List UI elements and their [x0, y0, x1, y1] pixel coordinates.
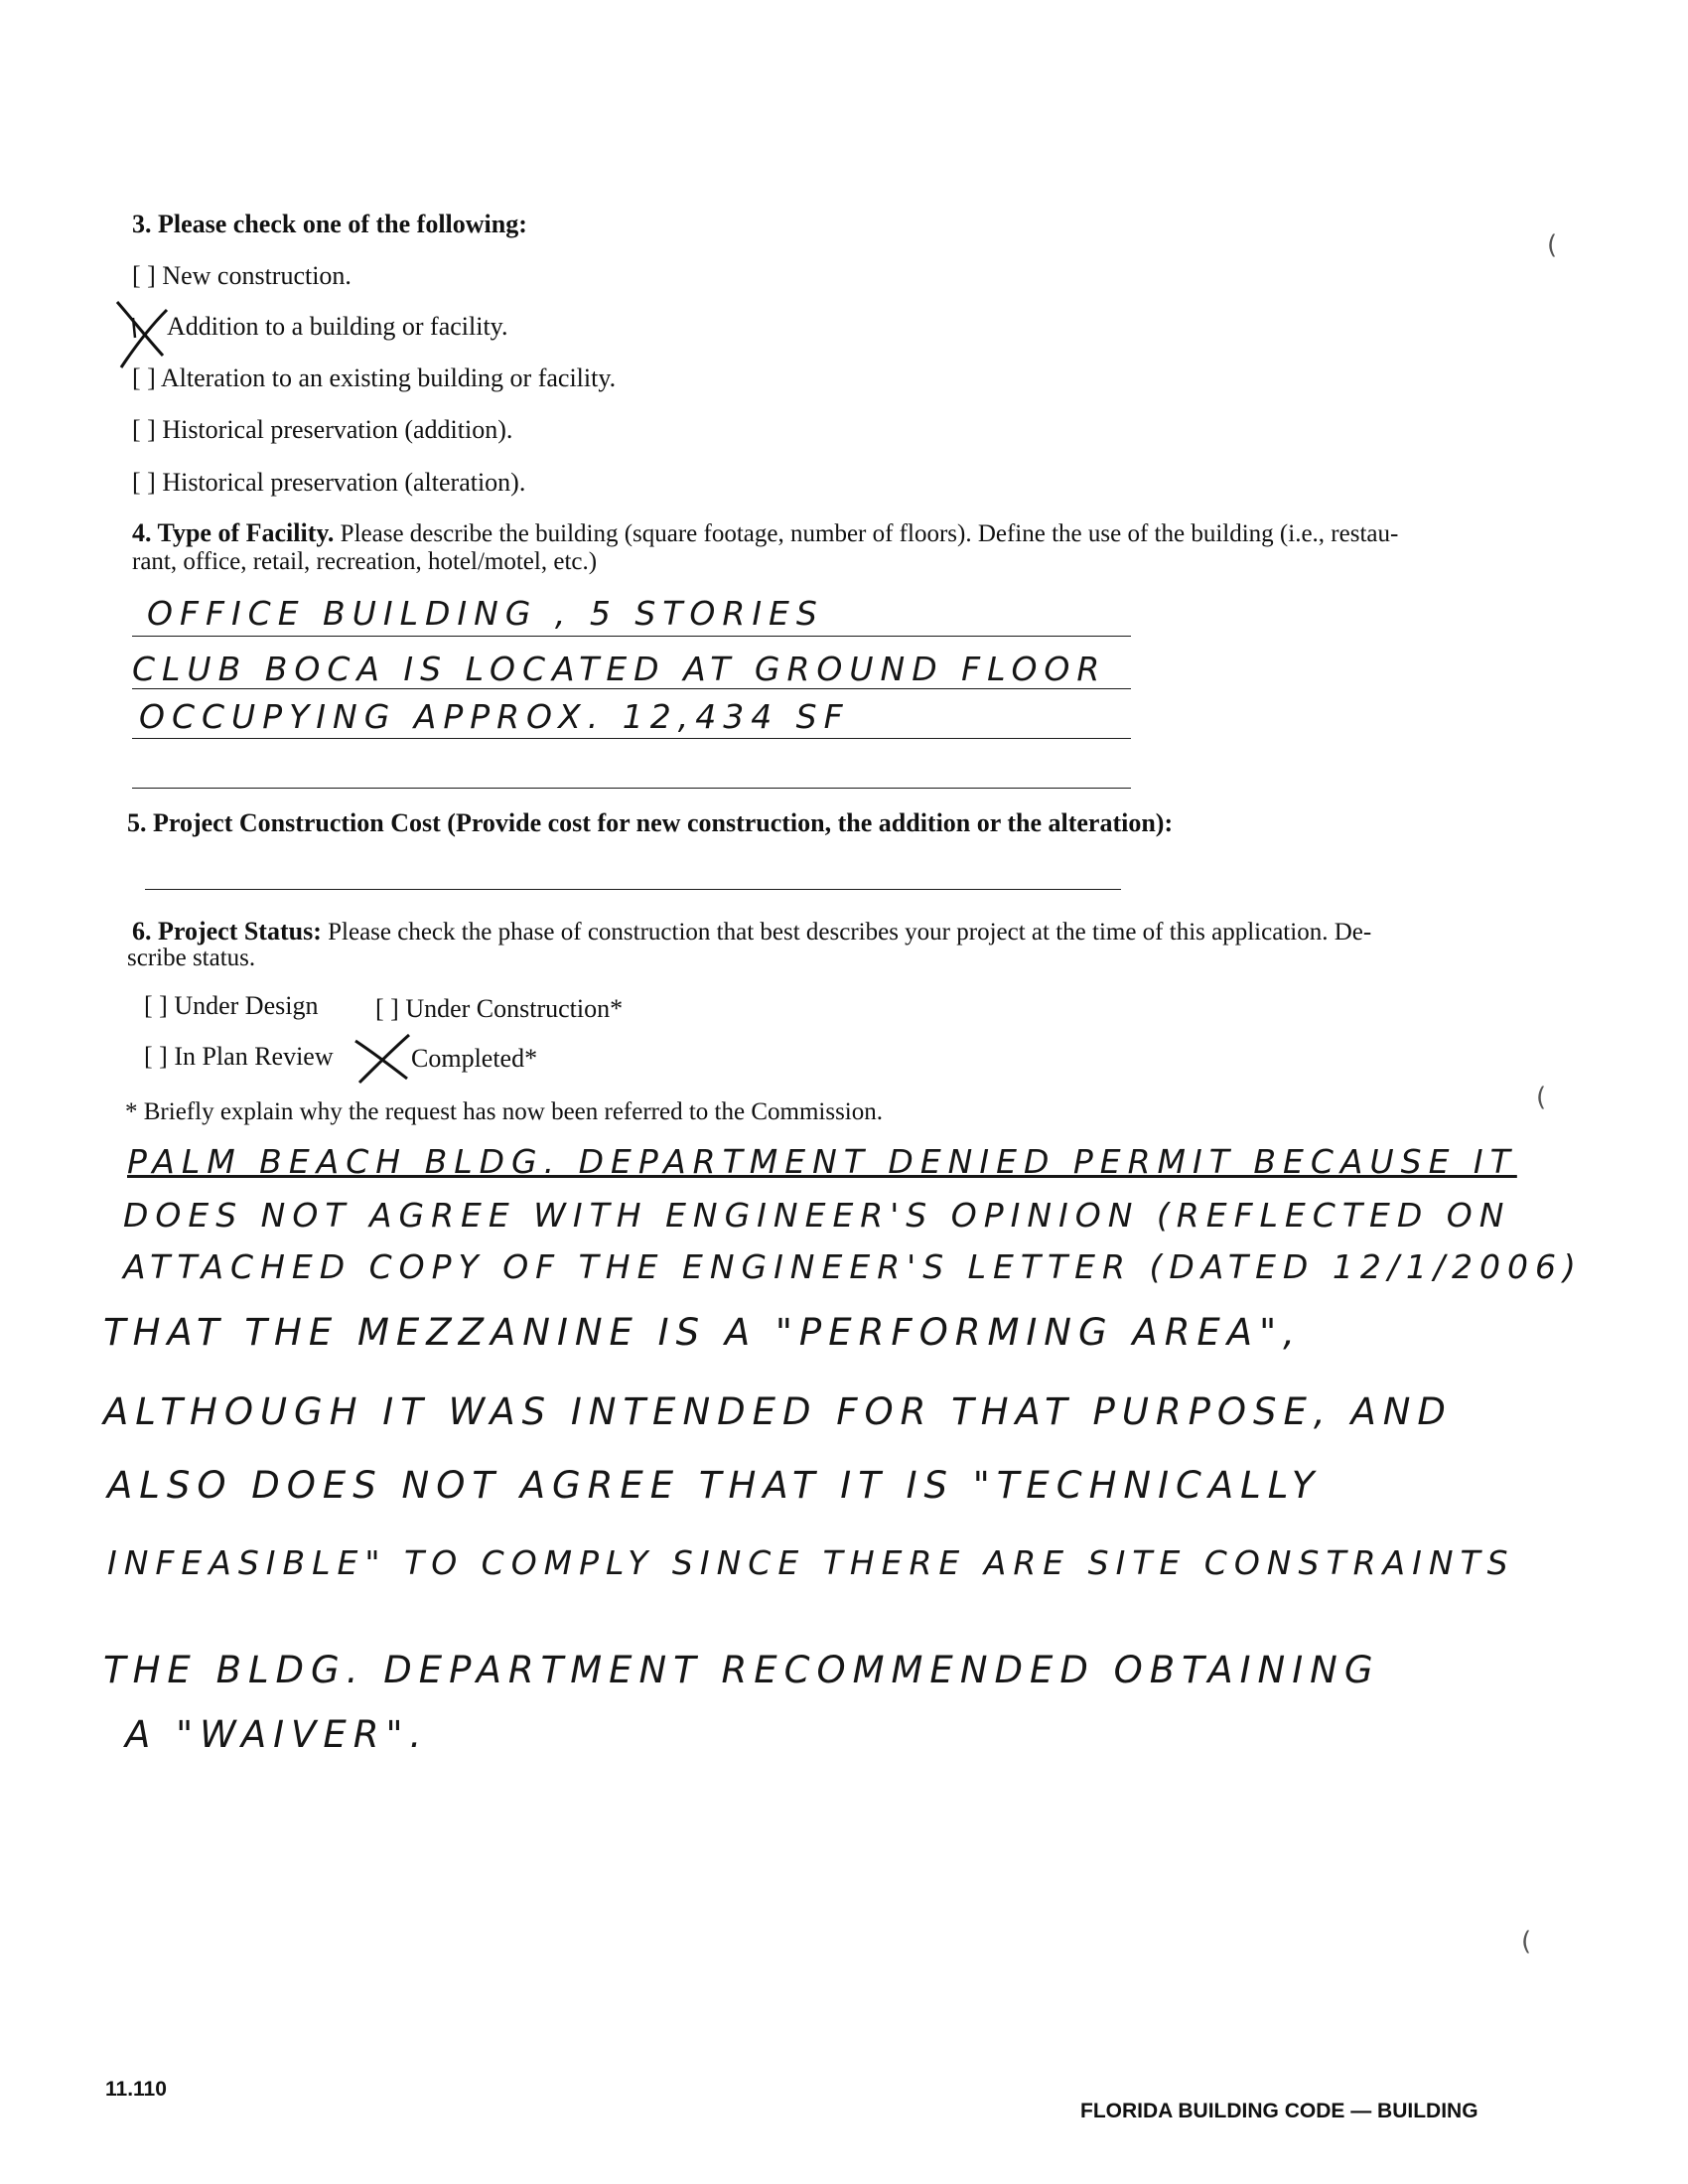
q3-option-addition[interactable]: Addition to a building or facility. — [167, 312, 508, 341]
explanation-line9[interactable]: A "WAIVER". — [125, 1713, 429, 1756]
q4-answer-underline-4 — [132, 788, 1131, 789]
q4-answer-line2[interactable]: CLUB BOCA IS LOCATED AT GROUND FLOOR — [132, 650, 1107, 688]
q6-note: * Briefly explain why the request has now been referred to the Commission. — [125, 1098, 884, 1125]
q6-text-line2: scribe status. — [127, 945, 256, 971]
explanation-line1[interactable]: PALM BEACH BLDG. DEPARTMENT DENIED PERMIT BECAUSE IT — [127, 1142, 1517, 1181]
q6-option-under-design[interactable]: [ ] Under Design — [144, 991, 319, 1020]
q5-answer-line[interactable] — [145, 889, 1121, 890]
q4-prompt — [132, 519, 1398, 547]
explanation-line8[interactable]: THE BLDG. DEPARTMENT RECOMMENDED OBTAINING — [103, 1649, 1380, 1691]
explanation-line7[interactable]: INFEASIBLE" TO COMPLY SINCE THERE ARE SITE CONSTRAINTS — [107, 1543, 1515, 1582]
q4-text-line2: rant, office, retail, recreation, hotel/motel, etc.) — [132, 548, 598, 575]
page-number: 11.110 — [105, 2078, 167, 2101]
q4-answer-line1[interactable]: OFFICE BUILDING , 5 STORIES — [147, 594, 824, 633]
handwritten-x-checkmark-icon — [352, 1031, 415, 1087]
q3-option-historical-addition[interactable]: [ ] Historical preservation (addition). — [132, 415, 513, 444]
q4-answer-line3[interactable]: OCCUPYING APPROX. 12,434 SF — [139, 697, 850, 736]
q4-heading: 4. Type of Facility. — [132, 518, 335, 547]
explanation-line5[interactable]: ALTHOUGH IT WAS INTENDED FOR THAT PURPOSE, AND — [103, 1390, 1453, 1433]
q6-option-in-plan-review[interactable]: [ ] In Plan Review — [144, 1042, 334, 1071]
q6-option-completed[interactable]: Completed* — [411, 1044, 538, 1073]
q3-option-historical-alteration[interactable]: [ ] Historical preservation (alteration). — [132, 468, 526, 497]
q4-answer-underline-1 — [132, 636, 1131, 637]
explanation-line2[interactable]: DOES NOT AGREE WITH ENGINEER'S OPINION (REFLECTED ON — [123, 1196, 1511, 1235]
q4-answer-underline-3 — [132, 738, 1131, 739]
q4-text-line1: Please describe the building (square footage, number of floors). Define the use of the building (i.e., restau- — [340, 520, 1399, 547]
q3-option-alteration[interactable]: [ ] Alteration to an existing building or facility. — [132, 364, 617, 392]
explanation-line4[interactable]: THAT THE MEZZANINE IS A "PERFORMING AREA", — [103, 1311, 1302, 1354]
q6-option-under-construction[interactable]: [ ] Under Construction* — [375, 994, 624, 1023]
explanation-line6[interactable]: ALSO DOES NOT AGREE THAT IT IS "TECHNICALLY — [107, 1464, 1322, 1507]
scan-artifact-mark: ( — [1547, 230, 1558, 260]
scan-artifact-mark: ( — [1521, 1927, 1532, 1957]
scan-artifact-mark: ( — [1536, 1083, 1547, 1112]
q5-heading: 5. Project Construction Cost (Provide cost for new construction, the addition or the alteration): — [127, 808, 1174, 837]
q4-answer-underline-2 — [132, 688, 1131, 689]
explanation-line3[interactable]: ATTACHED COPY OF THE ENGINEER'S LETTER (DATED 12/1/2006) — [123, 1247, 1583, 1286]
q3-option-new-construction[interactable]: [ ] New construction. — [132, 261, 352, 290]
footer-title: FLORIDA BUILDING CODE — BUILDING — [1080, 2100, 1478, 2122]
q6-text-line1: Please check the phase of construction that best describes your project at the time of this application. De- — [328, 919, 1372, 946]
q6-heading: 6. Project Status: — [132, 917, 322, 946]
q6-prompt — [132, 918, 1371, 946]
q3-heading: 3. Please check one of the following: — [132, 210, 527, 238]
